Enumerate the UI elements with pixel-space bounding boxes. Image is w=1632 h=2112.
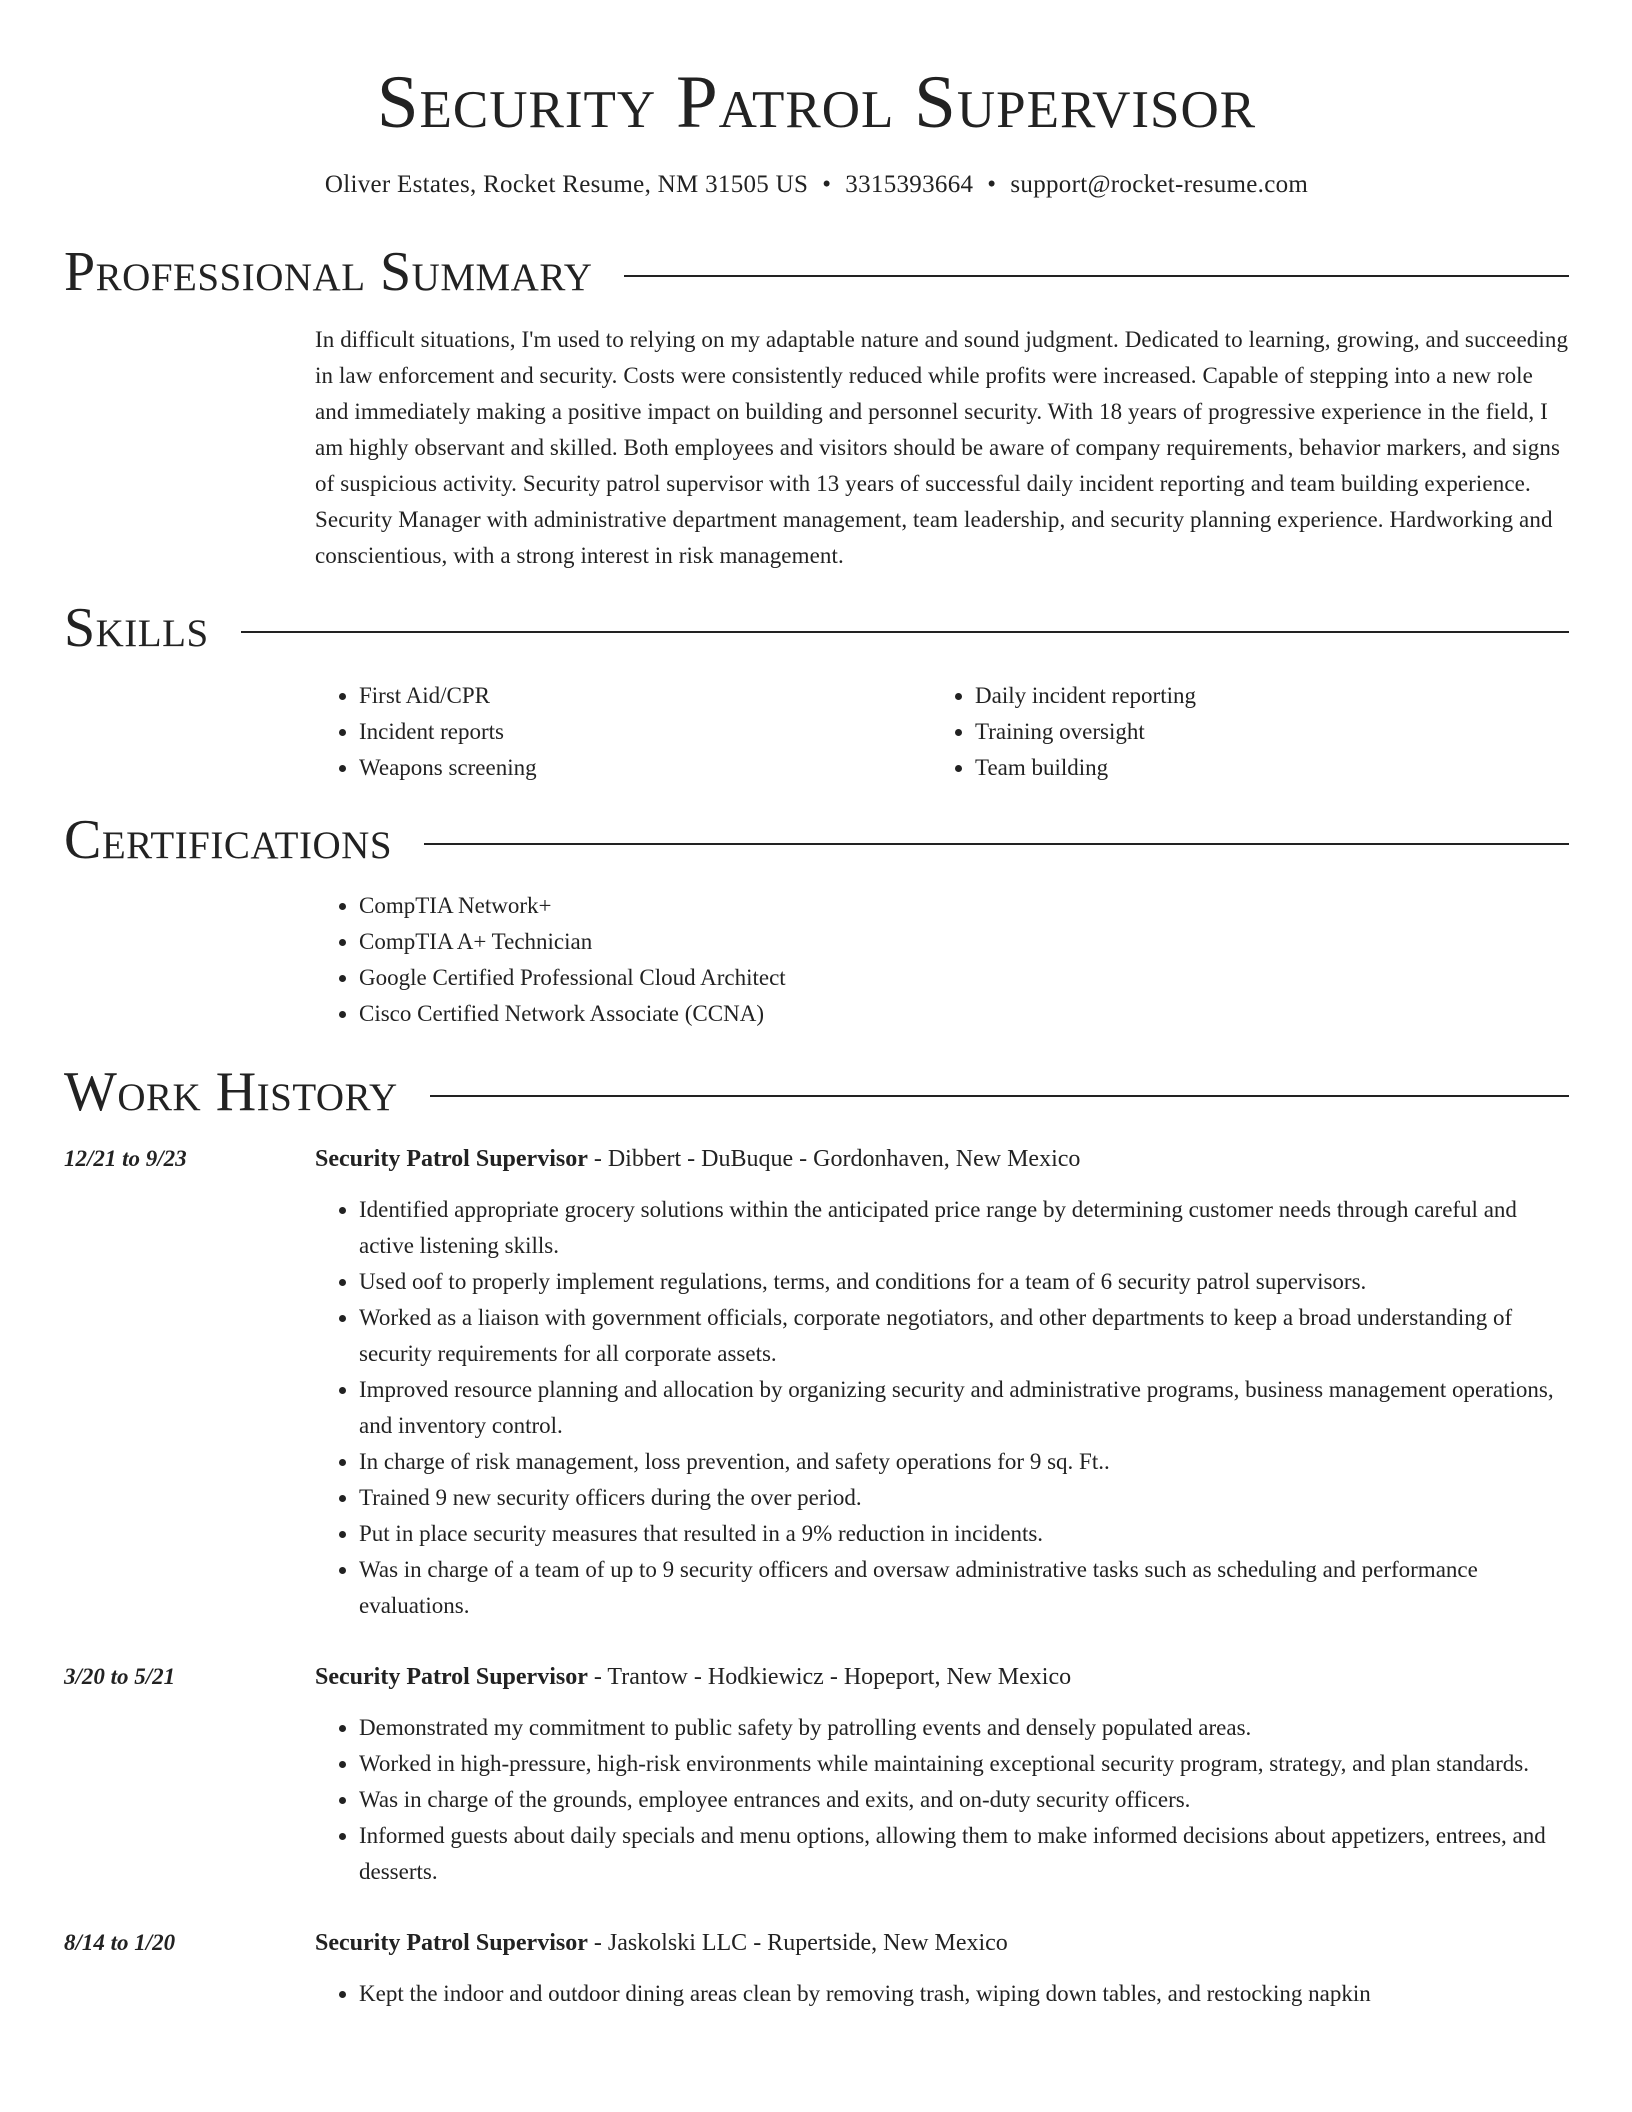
section-divider <box>241 631 1569 633</box>
job-bullets <box>315 1192 1569 1624</box>
certification-item: • CompTIA Network+ <box>359 888 1569 924</box>
phone: 3315393664 <box>845 171 974 198</box>
skills-section-header <box>64 596 1569 660</box>
job-dates: 3/20 to 5/21 <box>64 1664 176 1689</box>
job-title: Security Patrol Supervisor <box>315 1930 588 1956</box>
certifications-list <box>315 888 1569 1032</box>
job-details <box>315 1142 1569 1624</box>
certification-item: • CompTIA A+ Technician <box>359 924 1569 960</box>
job-bullet: • Was in charge of a team of up to 9 security officers and oversaw administrative tasks such as scheduling and performance evaluations. <box>359 1552 1569 1624</box>
job-bullets <box>315 1976 1569 2012</box>
job-employer: - Dibbert - DuBuque - Gordonhaven, New Mexico <box>587 1146 1081 1172</box>
section-heading: Work History <box>64 1061 398 1123</box>
job-title: Security Patrol Supervisor <box>315 1664 588 1690</box>
section-heading: Professional Summary <box>64 241 593 303</box>
section-divider <box>430 1095 1569 1097</box>
section-heading: Certifications <box>64 809 393 871</box>
job-employer: - Jaskolski LLC - Rupertside, New Mexico <box>587 1930 1008 1956</box>
contact-line <box>64 170 1569 200</box>
job-title: Security Patrol Supervisor <box>315 1146 588 1172</box>
certification-item: • Cisco Certified Network Associate (CCNA) <box>359 996 1569 1032</box>
job-bullet: • Identified appropriate grocery solutions within the anticipated price range by determining customer needs through careful and active listening skills. <box>359 1192 1569 1264</box>
skill-item: • Training oversight <box>975 714 1547 750</box>
resume-title: Security Patrol Supervisor <box>376 61 1257 144</box>
job-bullet: • Used oof to properly implement regulations, terms, and conditions for a team of 6 security patrol supervisors. <box>359 1264 1569 1300</box>
skill-item: • Team building <box>975 750 1547 786</box>
certifications-section-header <box>64 808 1569 872</box>
resume-page <box>64 0 1569 2012</box>
skills-column-left <box>315 678 931 786</box>
job-bullet: • Kept the indoor and outdoor dining areas clean by removing trash, wiping down tables, and restocking napkin <box>359 1976 1569 2012</box>
skill-item: • Daily incident reporting <box>975 678 1547 714</box>
address: Oliver Estates, Rocket Resume, NM 31505 US <box>324 171 809 198</box>
job-title-line <box>315 1926 1569 1960</box>
job-bullet: • Informed guests about daily specials and menu options, allowing them to make informed decisions about appetizers, entrees, and desserts. <box>359 1818 1569 1890</box>
job-bullet: • Demonstrated my commitment to public safety by patrolling events and densely populated areas. <box>359 1710 1569 1746</box>
job-employer: - Trantow - Hodkiewicz - Hopeport, New Mexico <box>587 1664 1072 1690</box>
separator: • <box>987 171 997 198</box>
job-title-line <box>315 1142 1569 1176</box>
job-bullet: • In charge of risk management, loss prevention, and safety operations for 9 sq. Ft.. <box>359 1444 1569 1480</box>
work-history-section-header <box>64 1060 1569 1124</box>
certification-item: • Google Certified Professional Cloud Architect <box>359 960 1569 996</box>
job-bullet: • Was in charge of the grounds, employee entrances and exits, and on-duty security officers. <box>359 1782 1569 1818</box>
skill-item: • Incident reports <box>359 714 931 750</box>
job-bullets <box>315 1710 1569 1890</box>
section-heading: Skills <box>64 597 209 659</box>
summary-text: In difficult situations, I'm used to relying on my adaptable nature and sound judgment. Dedicated to learning, growing, and succeeding in law enforcement and security. Costs were consistently reduced while profits were increased. Capable of stepping into a new role and immediately making a positive impact on building and personnel security. With 18 years of progressive experience in the field, I am highly observant and skilled. Both employees and visitors should be aware of company requirements, behavior markers, and signs of suspicious activity. Security patrol supervisor with 13 years of successful daily incident reporting and team building experience. Security Manager with administrative department management, team leadership, and security planning experience. Hardworking and conscientious, with a strong interest in risk management. <box>315 327 1569 568</box>
separator: • <box>822 171 832 198</box>
summary-section-header <box>64 240 1569 304</box>
job-bullet: • Put in place security measures that resulted in a 9% reduction in incidents. <box>359 1516 1569 1552</box>
job-details <box>315 1926 1569 2012</box>
email: support@rocket-resume.com <box>1010 171 1309 198</box>
job-bullet: • Improved resource planning and allocation by organizing security and administrative programs, business management operations, and inventory control. <box>359 1372 1569 1444</box>
skill-item: • First Aid/CPR <box>359 678 931 714</box>
job-bullet: • Worked as a liaison with government officials, corporate negotiators, and other departments to keep a broad understanding of security requirements for all corporate assets. <box>359 1300 1569 1372</box>
job-dates: 8/14 to 1/20 <box>64 1930 176 1955</box>
job-entry <box>64 1926 1569 2012</box>
job-dates: 12/21 to 9/23 <box>64 1146 187 1171</box>
job-entry <box>64 1660 1569 1890</box>
job-bullet: • Trained 9 new security officers during the over period. <box>359 1480 1569 1516</box>
section-divider <box>424 843 1569 845</box>
skill-item: • Weapons screening <box>359 750 931 786</box>
job-entry <box>64 1142 1569 1624</box>
skills-list <box>315 678 1569 786</box>
section-divider <box>624 275 1569 277</box>
job-details <box>315 1660 1569 1890</box>
skills-column-right <box>931 678 1547 786</box>
job-title-line <box>315 1660 1569 1694</box>
job-bullet: • Worked in high-pressure, high-risk environments while maintaining exceptional security program, strategy, and plan standards. <box>359 1746 1569 1782</box>
